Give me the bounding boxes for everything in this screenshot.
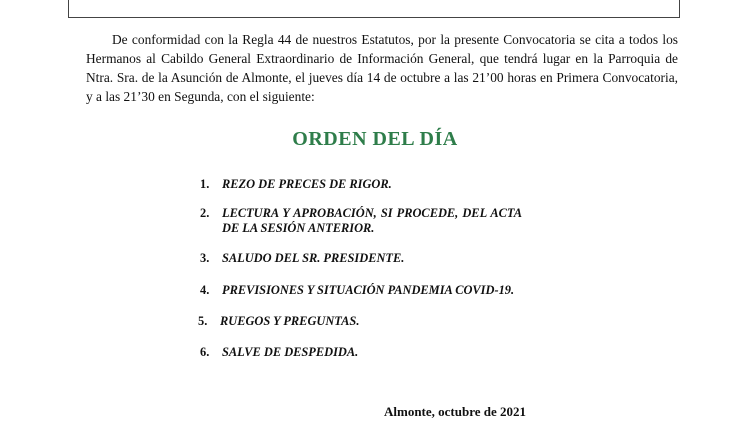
agenda-item-number: 6.: [200, 345, 210, 359]
agenda-item-3: [200, 251, 530, 266]
agenda-item-number: 5.: [198, 314, 208, 328]
agenda-item-number: 4.: [200, 283, 210, 297]
signoff-date: Almonte, octubre de 2021: [384, 404, 527, 419]
agenda-item-6: [200, 345, 530, 360]
agenda-item-number: 2.: [200, 206, 210, 220]
agenda-item-number: 1.: [200, 177, 210, 191]
agenda-item-2: [200, 206, 530, 236]
agenda-item-5: [198, 314, 528, 329]
agenda-item-text: SALUDO DEL SR. PRESIDENTE.: [222, 251, 405, 265]
agenda-title: ORDEN DEL DÍA: [292, 128, 458, 150]
agenda-item-1: [200, 177, 520, 192]
agenda-item-text: RUEGOS Y PREGUNTAS.: [220, 314, 360, 328]
intro-paragraph: [86, 30, 678, 106]
intro-text: De conformidad con la Regla 44 de nuestros Estatutos, por la presente Convocatoria se cita a todos los Hermanos al Cabildo General Extraordinario de Información General, que tendrá lugar en la Parroquia de Ntra. Sra. de la Asunción de Almonte, el jueves día 14 de octubre a las 21’00 horas en Primera Convocatoria, y a las 21’30 en Segunda, con el siguiente:: [86, 32, 678, 104]
agenda-item-4: [200, 283, 560, 298]
agenda-item-text: SALVE DE DESPEDIDA.: [222, 345, 359, 359]
agenda-item-number: 3.: [200, 251, 210, 265]
agenda-item-text: LECTURA Y APROBACIÓN, SI PROCEDE, DEL ACTA DE LA SESIÓN ANTERIOR.: [222, 206, 522, 235]
header-box: [68, 0, 680, 18]
agenda-item-text: PREVISIONES Y SITUACIÓN PANDEMIA COVID-19.: [222, 283, 515, 297]
agenda-item-text: REZO DE PRECES DE RIGOR.: [222, 177, 392, 191]
